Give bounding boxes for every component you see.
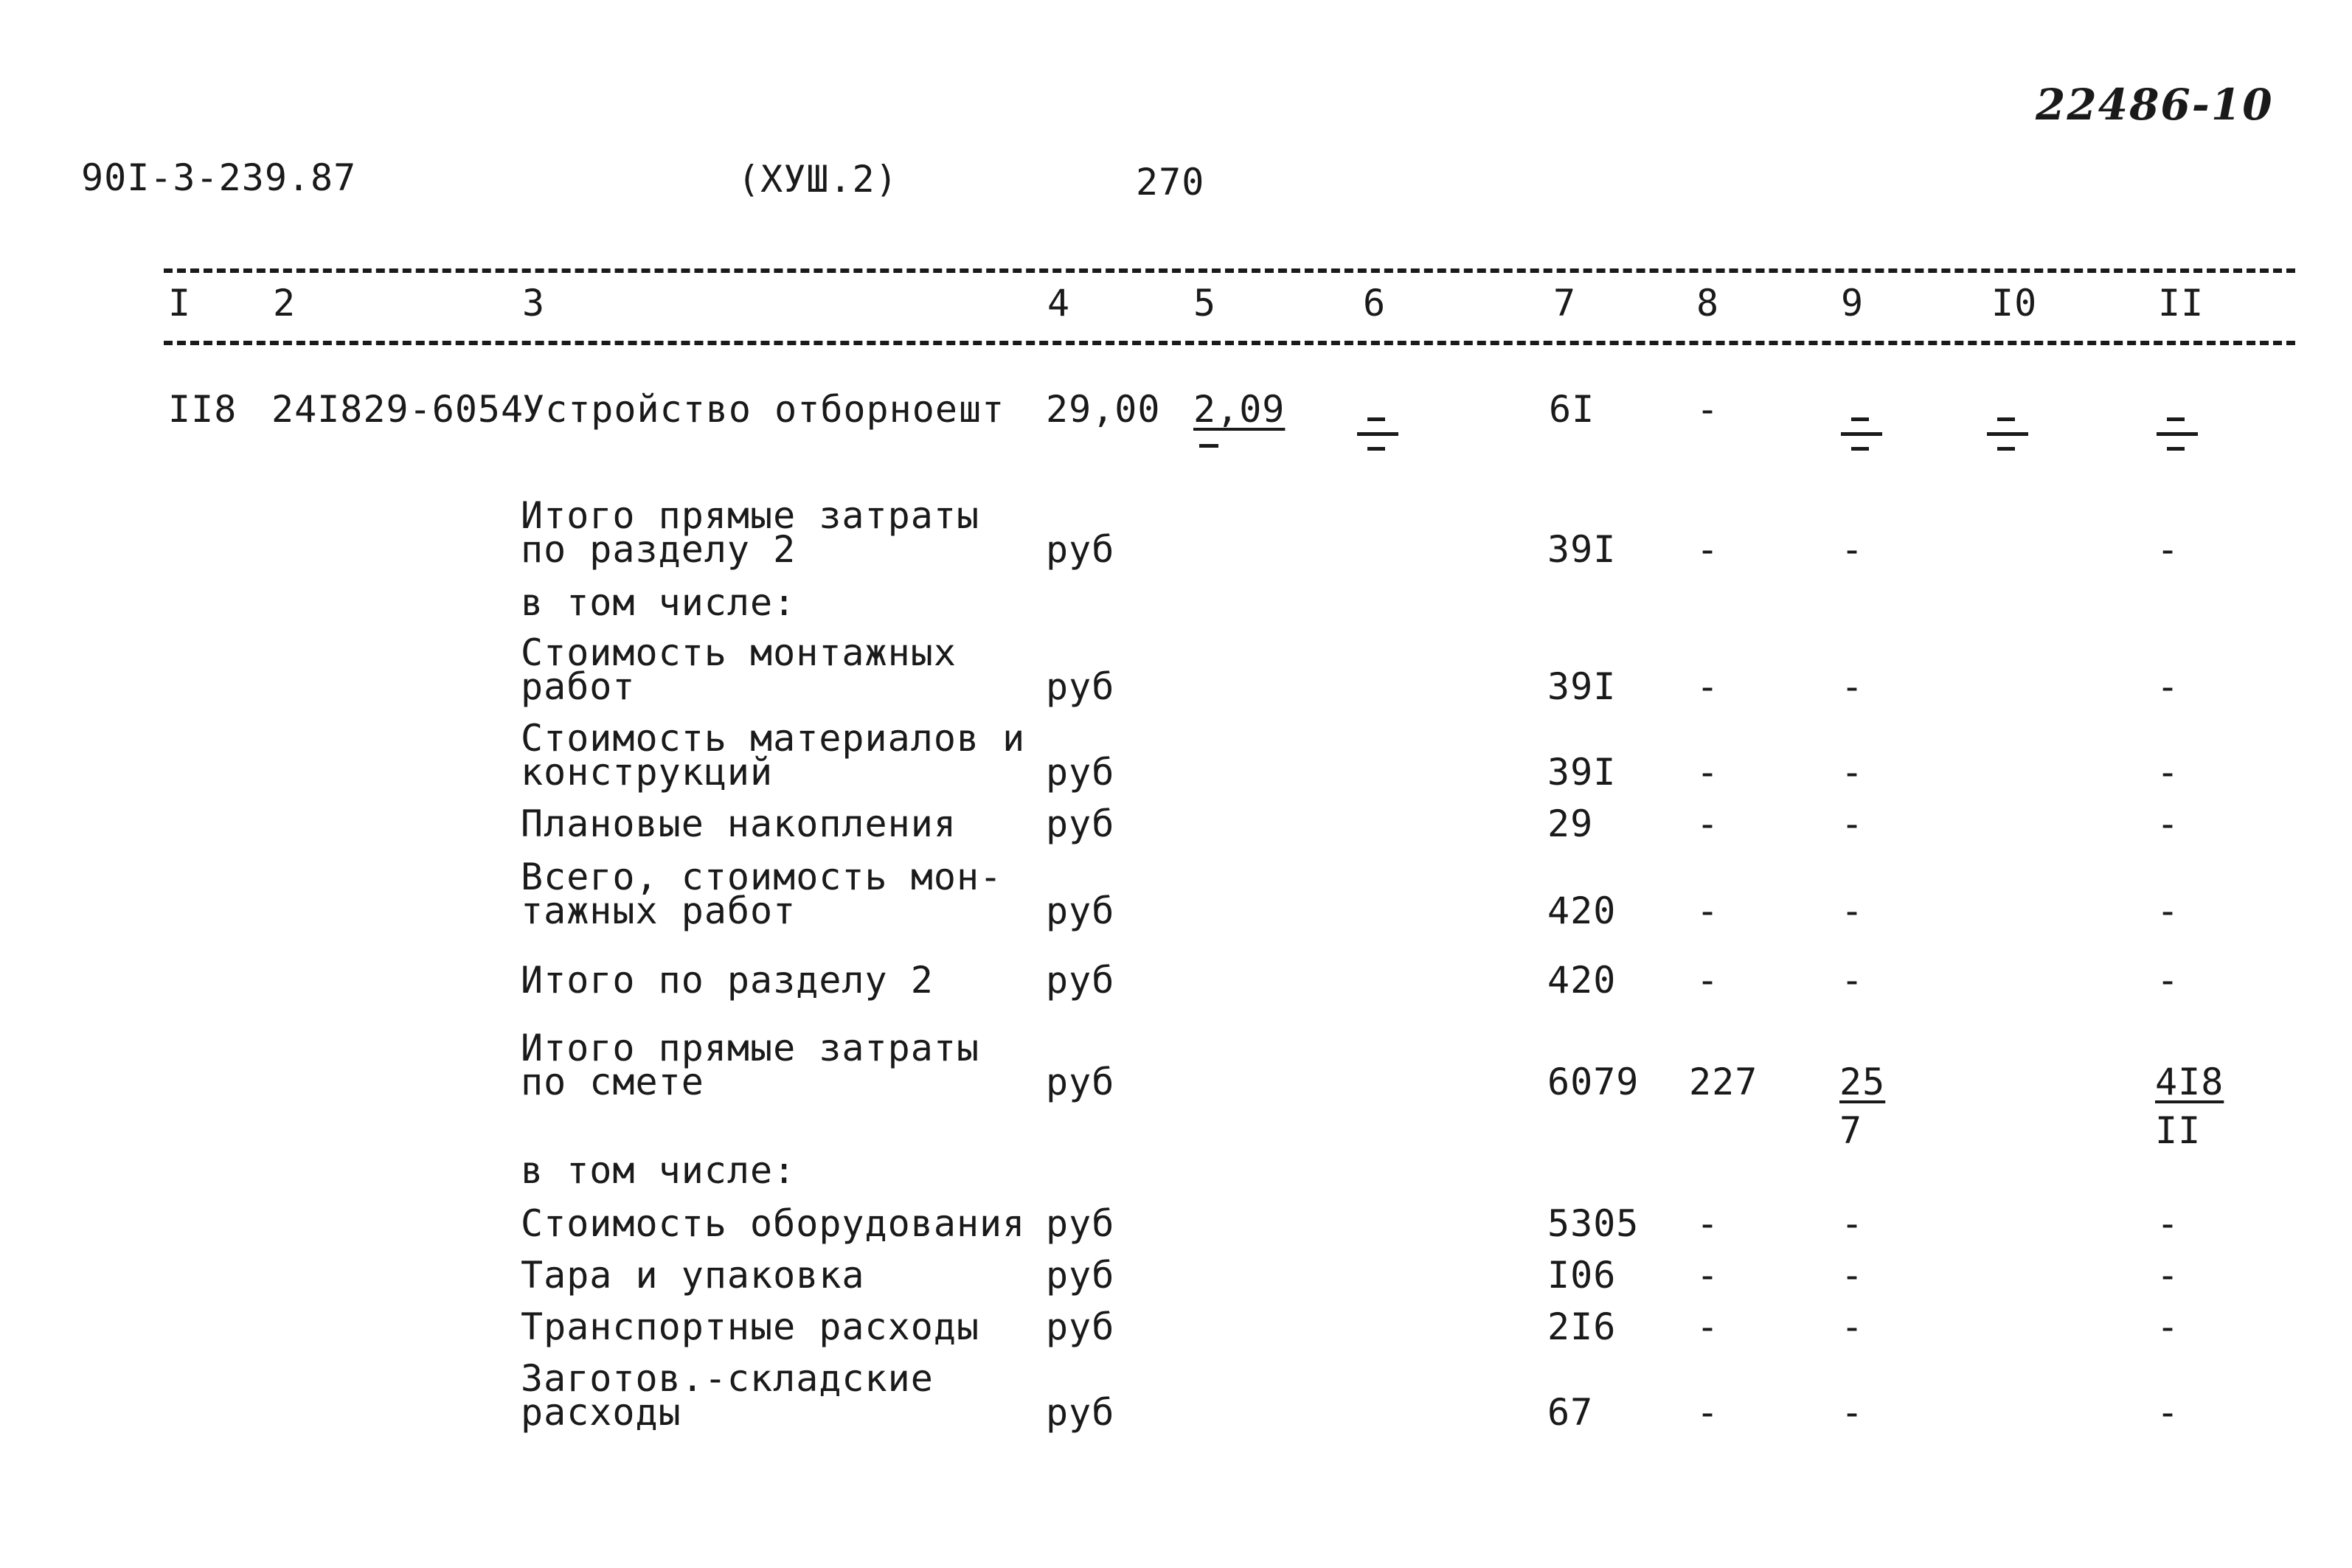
row-col9: - xyxy=(1841,528,1864,571)
subheading: в том числе: xyxy=(521,1149,797,1192)
row-unit: руб xyxy=(1046,1254,1115,1297)
row-label-line1: Плановые накопления xyxy=(521,802,957,845)
item-col9-dashes xyxy=(1841,414,1878,459)
item-col8: - xyxy=(1696,388,1720,431)
col-header-3: 3 xyxy=(522,282,546,325)
row-col11: - xyxy=(2157,959,2180,1002)
col-header-7: 7 xyxy=(1553,282,1577,325)
row-col9: - xyxy=(1841,1305,1864,1348)
row-col11: - xyxy=(2157,1391,2180,1434)
row-label-line2: по смете xyxy=(521,1061,704,1103)
row-col7: 420 xyxy=(1547,959,1617,1002)
item-col10-dashes xyxy=(1987,414,2024,459)
row-col8: - xyxy=(1696,1254,1720,1297)
item-col6-dashes xyxy=(1357,414,1394,459)
row-col11: - xyxy=(2157,528,2180,571)
row-col7: 39I xyxy=(1547,751,1617,794)
row-label-line1: Стоимость материалов и xyxy=(521,717,1026,760)
section-code: (ХУШ.2) xyxy=(738,158,898,201)
row-col11-numerator: 4I8 xyxy=(2155,1061,2224,1103)
row-label-line2: по разделу 2 xyxy=(521,528,797,571)
row-label-line1: Тара и упаковка xyxy=(521,1254,865,1297)
row-col8: - xyxy=(1696,751,1720,794)
col-header-2: 2 xyxy=(273,282,296,325)
header-top-rule xyxy=(164,268,2295,273)
row-col9-denominator: 7 xyxy=(1839,1109,1863,1152)
row-label-line1: Итого по разделу 2 xyxy=(521,959,934,1002)
row-col7: 420 xyxy=(1547,889,1617,932)
col-header-11: II xyxy=(2158,282,2204,325)
row-unit: руб xyxy=(1046,1061,1115,1103)
document-code: 90I-3-239.87 xyxy=(81,156,357,199)
row-col7: 6079 xyxy=(1547,1061,1640,1103)
row-label-line1: Итого прямые затраты xyxy=(521,1027,980,1069)
row-label-line2: конструкций xyxy=(521,751,774,794)
row-col11: - xyxy=(2157,1254,2180,1297)
row-col9: - xyxy=(1841,959,1864,1002)
row-col8: - xyxy=(1696,1305,1720,1348)
row-unit: руб xyxy=(1046,751,1115,794)
row-col7: 39I xyxy=(1547,665,1617,708)
subheading: в том числе: xyxy=(521,581,797,624)
row-unit: руб xyxy=(1046,528,1115,571)
row-col11: - xyxy=(2157,665,2180,708)
row-label-line1: Стоимость монтажных xyxy=(521,631,957,674)
row-col8: 227 xyxy=(1689,1061,1758,1103)
row-col11: - xyxy=(2157,889,2180,932)
row-unit: руб xyxy=(1046,889,1115,932)
header-bottom-rule xyxy=(164,341,2295,345)
row-unit: руб xyxy=(1046,1305,1115,1348)
item-unit: шт xyxy=(959,388,1005,431)
col-header-5: 5 xyxy=(1193,282,1217,325)
row-label-line1: Транспортные расходы xyxy=(521,1305,980,1348)
row-col8: - xyxy=(1696,528,1720,571)
row-unit: руб xyxy=(1046,1391,1115,1434)
row-label-line2: расходы xyxy=(521,1391,681,1434)
item-col5: 2,09 xyxy=(1193,388,1286,431)
row-col11-denominator: II xyxy=(2155,1109,2202,1152)
row-col7: 67 xyxy=(1547,1391,1594,1434)
row-unit: руб xyxy=(1046,1202,1115,1245)
col-header-6: 6 xyxy=(1363,282,1387,325)
row-col7: 2I6 xyxy=(1547,1305,1617,1348)
row-col8: - xyxy=(1696,665,1720,708)
row-col8: - xyxy=(1696,959,1720,1002)
row-col8: - xyxy=(1696,1202,1720,1245)
row-col8: - xyxy=(1696,802,1720,845)
row-col9: - xyxy=(1841,1202,1864,1245)
item-number: II8 xyxy=(168,388,237,431)
row-col9-numerator: 25 xyxy=(1839,1061,1886,1103)
row-label-line2: тажных работ xyxy=(521,889,797,932)
handwritten-number: 22486-10 xyxy=(2036,80,2274,130)
row-col9: - xyxy=(1841,802,1864,845)
item-quantity: 29,00 xyxy=(1046,388,1161,431)
row-col7: 39I xyxy=(1547,528,1617,571)
row-col9: - xyxy=(1841,1391,1864,1434)
row-col9: - xyxy=(1841,889,1864,932)
item-col7: 6I xyxy=(1549,388,1595,431)
row-col8: - xyxy=(1696,889,1720,932)
row-label-line1: Всего, стоимость мон- xyxy=(521,856,1003,898)
row-col7: 5305 xyxy=(1547,1202,1640,1245)
row-col11: - xyxy=(2157,1202,2180,1245)
row-label-line1: Стоимость оборудования xyxy=(521,1202,1026,1245)
row-col9: - xyxy=(1841,1254,1864,1297)
row-label-line2: работ xyxy=(521,665,636,708)
item-name: Устройство отборное xyxy=(522,388,958,431)
item-col5-mark xyxy=(1199,444,1218,448)
row-col9: - xyxy=(1841,751,1864,794)
row-col11: - xyxy=(2157,751,2180,794)
row-unit: руб xyxy=(1046,665,1115,708)
row-col7: 29 xyxy=(1547,802,1594,845)
col-header-10: I0 xyxy=(1991,282,2038,325)
row-label-line1: Итого прямые затраты xyxy=(521,494,980,537)
row-unit: руб xyxy=(1046,802,1115,845)
col-header-8: 8 xyxy=(1696,282,1720,325)
row-col11: - xyxy=(2157,1305,2180,1348)
col-header-4: 4 xyxy=(1047,282,1071,325)
row-col8: - xyxy=(1696,1391,1720,1434)
row-col11: - xyxy=(2157,802,2180,845)
col-header-1: I xyxy=(168,282,192,325)
item-code: 24I829-6054 xyxy=(271,388,524,431)
page-number: 270 xyxy=(1136,161,1205,204)
row-unit: руб xyxy=(1046,959,1115,1002)
item-col11-dashes xyxy=(2157,414,2193,459)
col-header-9: 9 xyxy=(1841,282,1864,325)
row-col7: I06 xyxy=(1547,1254,1617,1297)
row-label-line1: Заготов.-складские xyxy=(521,1357,934,1400)
row-col9: - xyxy=(1841,665,1864,708)
